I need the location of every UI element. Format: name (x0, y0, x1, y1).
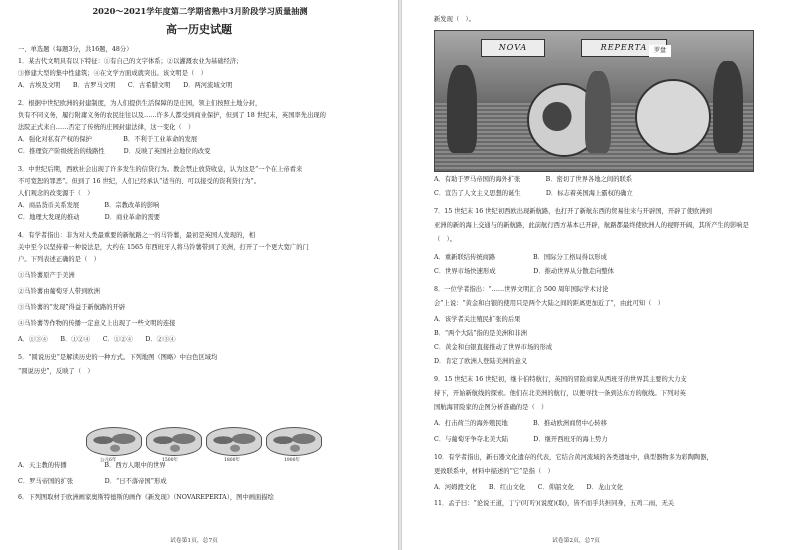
answer-options: A．强化对私有产权的保护 B．不利于工业革命的发展 (18, 136, 198, 143)
text-line: 会”上说：“黄金和白银的使用只是两个大陆之间的距离更加近了”，由此可知（ ） (434, 300, 665, 307)
answer-options: C．黄金和白银直接推动了世界市场的形成 (434, 344, 553, 351)
text-line: 1．某古代文明具有以下特征：①有自己的文字体系；②以灌溉农业为基础经济； (18, 58, 243, 65)
world-map (266, 427, 322, 456)
answer-options: B．“两个大陆”指的是美洲和非洲 (434, 330, 527, 337)
answer-options: C．与葡萄牙争夺北美大陆 D．继开西班牙的海上势力 (434, 436, 608, 443)
text-line: 户。下列表述正确的是（ ） (18, 256, 100, 263)
text-line: 人们观念的改变源于（ ） (18, 190, 94, 197)
page-footer: 试卷第1页，总7页 (170, 538, 218, 544)
text-line: 4．有学者指出：非为对人类最重要的新航路之一的马铃薯，最初是英国人发现的，相 (18, 232, 255, 239)
map-label: 公元6年 (100, 458, 117, 463)
map-label: 1800年 (224, 458, 240, 463)
banner-reperta: REPERTA (581, 39, 667, 57)
statement-item: ④马铃薯等作物的传播一定意义上出现了一些文明的连接 (18, 320, 176, 327)
text-line: 8．一位学者指出：“……世界文明汇合 500 周年国际学术讨论 (434, 286, 609, 293)
answer-options: A．该学者关注殖民扩张的后果 (434, 316, 521, 323)
world-map (146, 427, 202, 456)
right-page (402, 0, 794, 550)
text-line: 11．孟子曰：“论说王道，丁宁(叮咛)(说度)(取)，皆不而乎共担同身，五鸡二雨，无关 (434, 500, 675, 507)
answer-options: C．罗马帝国的扩张 D．“日不落帝国”形成 (18, 478, 167, 485)
exam-subtitle: 高一历史试题 (166, 23, 232, 36)
answer-options: A．天主教的传播 B．西方人眼中的世界 (18, 462, 166, 469)
answer-options: C．宣告了人文主义思想的诞生 D．标志着英国海上霸权的确立 (434, 190, 633, 197)
text-line: 9．15 世纪末 16 世纪初，继卡伯特航行，英国的冒险商家从西班牙的世界其主要的大力支 (434, 376, 687, 383)
answer-options: D．肯定了欧洲人登陆美洲的意义 (434, 358, 528, 365)
text-line: 10．有学者指出，新石器文化遗存的代表，它结合黄河流域的各类遗址中，典型器物多为彩陶陶器， (434, 454, 713, 461)
answer-options: A．有助于罗马帝国的海外扩张 B．密切了世界各地之间的联系 (434, 176, 633, 183)
exam-title: 2020～2021学年度第二学期省熟中3月阶段学习质量抽测 (92, 6, 308, 16)
answer-options: A．打击荷兰的海外殖民地 B．推动欧洲商贸中心转移 (434, 420, 607, 427)
text-line: “圆说历史”，反映了（ ） (18, 368, 94, 375)
text-line: 法院正式来自……否定了传统的庄园封建法律，这一变化（ ） (18, 124, 195, 131)
allegorical-figure-left (447, 65, 477, 153)
statement-item: ①马铃薯原产于美洲 (18, 272, 75, 279)
allegorical-figure-right (713, 61, 743, 153)
text-line: 更致联系中，材料中描述的“它”是指（ ） (434, 468, 554, 475)
text-line: ③修建大型的集中性建筑；④在文学方面成就突出。该文明是（ ） (18, 70, 207, 77)
answer-options: A．重新联结传统商路 B．国际分工格局得以形成 (434, 254, 607, 261)
section-heading: 一、单选题（每题3分，共16题，48分） (18, 46, 133, 53)
answer-options: C．世界市场快速形成 D．推动世界从分散走向整体 (434, 268, 614, 275)
text-line: 亚洲的新的海上交通与的新航路，此前航行西方基本已开辟，航路都最终使欧洲人的视野开阔，其所产生的影响是 (434, 222, 749, 229)
map-label: 1900年 (284, 458, 300, 463)
world-map (86, 427, 142, 456)
answer-options: A．商品货币关系发展 B．宗教改革的影响 (18, 202, 160, 209)
text-line: 持下，开始新航线的探索。他们在北美洲的航行，以便寻找一条到达东方的航线。下列对英 (434, 390, 686, 397)
answer-options: A．古埃及文明 B．古罗马文明 C．古希腊文明 D．两河流域文明 (18, 82, 233, 89)
text-line: （ ）。 (434, 236, 457, 243)
answer-options: A．①③④ B．①②④ C．①②④ D．②③④ (18, 336, 176, 343)
world-map (206, 427, 262, 456)
answer-options: A．河姆渡文化 B．红山文化 C．仰韶文化 D．龙山文化 (434, 484, 624, 491)
question-continuation: 新发现（ ）。 (434, 16, 475, 23)
text-line: 7．15 世纪末 16 世纪初西欧出现新航路，也打开了新航东西的贸易往来与开辟国，开辟了使欧洲到 (434, 208, 712, 215)
central-column-figure (585, 71, 611, 153)
compass-label: 罗盘 (649, 45, 671, 57)
text-line: 不可宽恕的罪恶”。但到了 16 世纪，人们已经承认“适当的、可以接受的资利贷行为”。 (18, 178, 261, 185)
compass-rose-drawing (635, 79, 711, 155)
answer-options: C．地理大发现的推动 D．商业革命的需要 (18, 214, 161, 221)
text-line: 国航海冒险家的企图分析准确的是（ ） (434, 404, 548, 411)
page-footer: 试卷第2页，总7页 (552, 538, 600, 544)
banner-nova: NOVA (481, 39, 545, 57)
map-label: 1500年 (162, 458, 178, 463)
text-line: 5．“圆说历史”是解读历史的一种方式。下列地图（图略）中白色区域均 (18, 354, 218, 361)
answer-options: C．推理资产阶级统治的线路性 D．反映了英国社会地位的改变 (18, 148, 211, 155)
text-line: 负有不同义务，履行附庸义务的农民往往以及……许多人都受到商业保护，但到了 18 世纪末，英国率先出现的 (18, 112, 326, 119)
text-line: 6．下列图取材于欧洲画家奥斯特德斯的画作《新发现》（NOVAREPERTA），图中画面描绘 (18, 494, 274, 501)
nova-reperta-engraving (434, 30, 754, 172)
text-line: 2．根据中世纪欧洲的封建制度，为人们提供生活保障的是庄园，领主们按照土地分封， (18, 100, 262, 107)
text-line: 3．中世纪后期，西欧社会出现了许多发生的信贷行为。教会禁止放贷收息，认为这是“一个在上帝看来 (18, 166, 303, 173)
statement-item: ②马铃薯由葡萄牙人带到欧洲 (18, 288, 100, 295)
text-line: 关中至今以坚持着一种说法是，大约在 1565 年西班牙人将马铃薯带到了美洲，打开了一个更大宽广的门 (18, 244, 309, 251)
statement-item: ③马铃薯的“发现”得益于新航路的开辟 (18, 304, 126, 311)
